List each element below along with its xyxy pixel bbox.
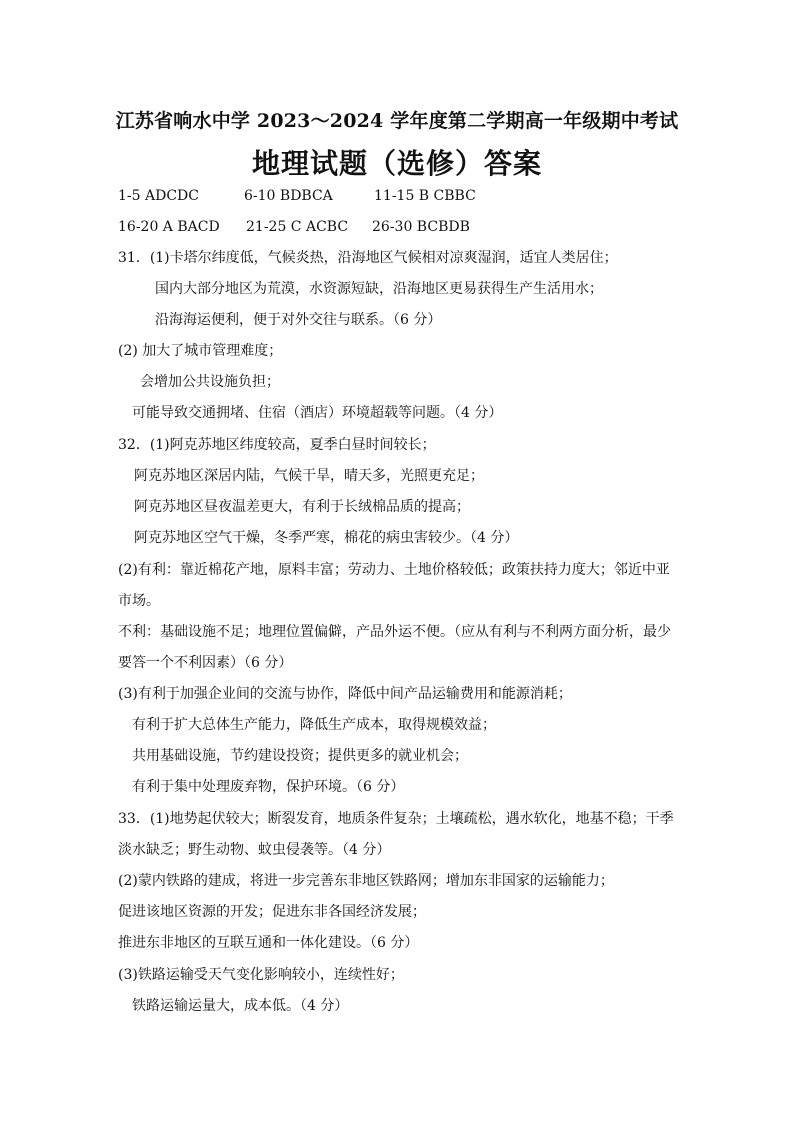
q32-part2-line1: (2)有利：靠近棉花产地，原料丰富；劳动力、土地价格较低；政策扶持力度大；邻近中亚 [118, 562, 670, 578]
q31-part1-line2: 国内大部分地区为荒漠，水资源短缺，沿海地区更易获得生产生活用水； [155, 281, 603, 297]
q33-part1-line2: 淡水缺乏；野生动物、蚊虫侵袭等。（4 分） [118, 842, 391, 858]
q32-part3-line3: 共用基础设施，节约建设投资；提供更多的就业机会； [132, 748, 468, 764]
subject-title: 地理试题（选修）答案 [251, 147, 542, 180]
q32-part2-line2: 市场。 [118, 593, 160, 609]
q33-part2-line3: 推进东非地区的互联互通和一体化建设。（6 分） [118, 935, 419, 951]
q32-part1-line1: 32．(1)阿克苏地区纬度较高，夏季白昼时间较长； [118, 437, 436, 453]
q33-part2-line2: 促进该地区资源的开发；促进东非各国经济发展； [118, 904, 426, 920]
mc-group-16-20: 16-20 A BACD [118, 219, 220, 235]
q32-part2-line3: 不利：基础设施不足；地理位置偏僻，产品外运不便。（应从有利与不利两方面分析，最少 [118, 624, 671, 640]
q31-part2-line3: 可能导致交通拥堵、住宿（酒店）环境超载等问题。（4 分） [132, 405, 503, 421]
q32-part1-line4: 阿克苏地区空气干燥，冬季严寒，棉花的病虫害较少。（4 分） [134, 530, 519, 546]
mc-group-26-30: 26-30 BCBDB [372, 219, 470, 235]
mc-group-11-15: 11-15 B CBBC [374, 188, 476, 204]
q32-part3-line2: 有利于扩大总体生产能力，降低生产成本，取得规模效益； [132, 717, 496, 733]
mc-group-21-25: 21-25 C ACBC [246, 219, 349, 235]
q31-part1-line1: 31．(1)卡塔尔纬度低，气候炎热，沿海地区气候相对凉爽湿润，适宜人类居住； [118, 250, 618, 266]
mc-group-1-5: 1-5 ADCDC [118, 188, 199, 204]
q31-part2-line2: 会增加公共设施负担； [140, 374, 280, 390]
q31-part1-line3: 沿海海运便利，便于对外交往与联系。（6 分） [155, 312, 442, 328]
q32-part2-line4: 要答一个不利因素）（6 分） [118, 655, 293, 671]
q32-part1-line3: 阿克苏地区昼夜温差更大，有利于长绒棉品质的提高； [134, 499, 470, 515]
q32-part1-line2: 阿克苏地区深居内陆，气候干旱，晴天多，光照更充足； [134, 468, 484, 484]
school-exam-title: 江苏省响水中学 2023～2024 学年度第二学期高一年级期中考试 [115, 110, 679, 132]
q33-part3-line2: 铁路运输运量大，成本低。（4 分） [132, 998, 349, 1014]
q33-part2-line1: (2)蒙内铁路的建成，将进一步完善东非地区铁路网；增加东非国家的运输能力； [118, 873, 614, 889]
q32-part3-line4: 有利于集中处理废弃物，保护环境。（6 分） [132, 779, 405, 795]
q31-part2-line1: (2) 加大了城市管理难度； [118, 343, 283, 359]
mc-group-6-10: 6-10 BDBCA [244, 188, 333, 204]
q33-part1-line1: 33．(1)地势起伏较大；断裂发育，地质条件复杂；土壤疏松，遇水软化，地基不稳；干季 [118, 811, 674, 827]
q33-part3-line1: (3)铁路运输受天气变化影响较小，连续性好； [118, 967, 404, 983]
q32-part3-line1: (3)有利于加强企业间的交流与协作，降低中间产品运输费用和能源消耗； [118, 686, 572, 702]
